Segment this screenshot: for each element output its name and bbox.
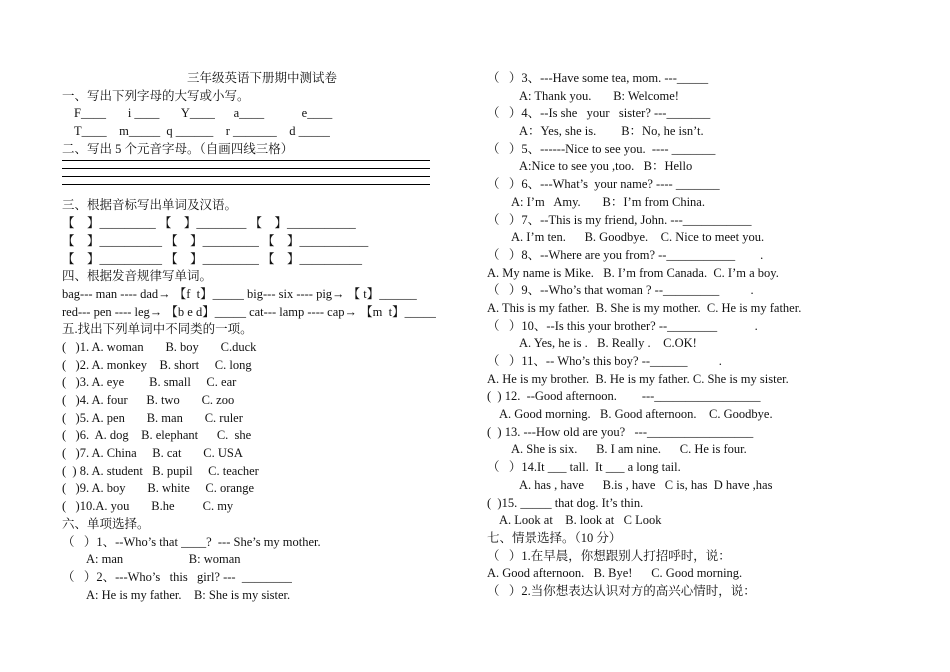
choice-options: A: man B: woman	[86, 552, 241, 567]
choice-question: ( ) 12. --Good afternoon. ---_________________	[487, 389, 761, 404]
section-4-heading: 四、根据发音规律写单词。	[62, 269, 213, 284]
odd-one-out-item: ( )9. A. boy B. white C. orange	[62, 481, 254, 496]
situation-question: （ ）1.在早晨，你想跟别人打招呼时，说：	[487, 548, 731, 563]
choice-question: （ ）5、------Nice to see you. ---- _______	[487, 141, 716, 156]
choice-question: （ ）8、--Where are you from? --___________ .	[487, 247, 764, 262]
odd-one-out-item: ( )5. A. pen B. man C. ruler	[62, 410, 243, 425]
letters-row-2: T____ m_____ q ______ r _______ d _____	[74, 124, 330, 139]
section-2-heading: 二、写出 5 个元音字母。（自画四线三格）	[62, 141, 294, 156]
phonetic-row-1: 【 】_________ 【 】________ 【 】___________	[62, 216, 356, 231]
right-column	[487, 70, 917, 601]
odd-one-out-item: ( )1. A. woman B. boy C.duck	[62, 339, 257, 354]
page-title: 三年级英语下册期中测试卷	[186, 71, 337, 85]
odd-one-out-item: ( )7. A. China B. cat C. USA	[62, 446, 243, 461]
choice-options: A. Good morning. B. Good afternoon. C. Goodbye.	[499, 407, 773, 422]
choice-question: （ ）4、--Is she your sister? ---_______	[487, 106, 711, 121]
choice-options: A. He is my brother. B. He is my father. C. She is my sister.	[487, 371, 789, 386]
situation-options: A. Good afternoon. B. Bye! C. Good morning.	[487, 566, 743, 581]
odd-one-out-item: ( )2. A. monkey B. short C. long	[62, 357, 252, 372]
choice-question: ( )15. _____ that dog. It’s thin.	[487, 495, 644, 510]
choice-options: A. Look at B. look at C Look	[499, 513, 662, 528]
choice-question: （ ）11、-- Who’s this boy? --______ .	[487, 354, 722, 368]
choice-question: ( ) 13. ---How old are you? ---_________________	[487, 424, 754, 439]
choice-options: A. She is six. B. I am nine. C. He is four.	[511, 442, 747, 457]
choice-options: A. has , have B.is , have C is, has D have ,has	[519, 477, 773, 492]
odd-one-out-item: ( ) 8. A. student B. pupil C. teacher	[62, 463, 259, 478]
phonics-row-1: bag--- man ---- dad→ 【f t】_____ big--- six ---- pig→ 【 t】______	[62, 286, 417, 301]
choice-question: （ ）1、--Who’s that ____? --- She’s my mother.	[62, 534, 321, 549]
choice-question: （ ）14.It ___ tall. It ___ a long tail.	[487, 460, 681, 475]
letters-row-1: F____ i ____ Y____ a____ e____	[74, 106, 333, 121]
choice-question: （ ）10、--Is this your brother? --________ .	[487, 318, 758, 333]
section-5-heading: 五.找出下列单词中不同类的一项。	[62, 322, 253, 337]
handwriting-lines	[62, 160, 430, 192]
odd-one-out-item: ( )3. A. eye B. small C. ear	[62, 375, 237, 390]
phonetic-row-3: 【 】__________ 【 】_________ 【 】__________	[62, 251, 363, 266]
choice-question: （ ）2、---Who’s this girl? --- ________	[62, 569, 292, 584]
choice-options: A: He is my father. B: She is my sister.	[86, 587, 291, 602]
choice-options: A:Nice to see you ,too. B：Hello	[519, 159, 693, 174]
left-column	[62, 70, 442, 604]
choice-options: A. This is my father. B. She is my mother. C. He is my father.	[487, 300, 802, 315]
odd-one-out-item: ( )6. A. dog B. elephant C. she	[62, 428, 252, 443]
section-1-heading: 一、写出下列字母的大写或小写。	[62, 88, 250, 103]
choice-options: A. My name is Mike. B. I’m from Canada. C. I’m a boy.	[487, 265, 779, 280]
situation-question: （ ）2.当你想表达认识对方的高兴心情时，说：	[487, 583, 756, 598]
choice-options: A. Yes, he is . B. Really . C.OK!	[519, 336, 697, 351]
odd-one-out-item: ( )4. A. four B. two C. zoo	[62, 393, 235, 407]
choice-options: A：Yes, she is. B：No, he isn’t.	[519, 124, 704, 139]
section-6-heading: 六、单项选择。	[62, 516, 150, 531]
choice-options: A: I’m Amy. B：I’m from China.	[511, 194, 705, 209]
choice-question: （ ）7、--This is my friend, John. ---___________	[487, 212, 752, 227]
choice-question: （ ）6、---What’s your name? ---- _______	[487, 177, 720, 192]
phonetic-row-2: 【 】__________ 【 】_________ 【 】___________	[62, 233, 369, 248]
choice-question: （ ）3、---Have some tea, mom. ---_____	[487, 71, 709, 85]
choice-options: A. I’m ten. B. Goodbye. C. Nice to meet you.	[511, 230, 765, 245]
section-7-heading: 七、情景选择。（10 分）	[487, 530, 622, 545]
odd-one-out-item: ( )10.A. you B.he C. my	[62, 499, 234, 514]
section-3-heading: 三、根据音标写出单词及汉语。	[62, 198, 238, 213]
phonics-row-2: red--- pen ---- leg→ 【b e d】_____ cat--- lamp ---- cap→ 【m t】_____	[62, 304, 436, 319]
choice-options: A: Thank you. B: Welcome!	[519, 88, 679, 103]
choice-question: （ ）9、--Who’s that woman ? --_________ .	[487, 283, 754, 298]
